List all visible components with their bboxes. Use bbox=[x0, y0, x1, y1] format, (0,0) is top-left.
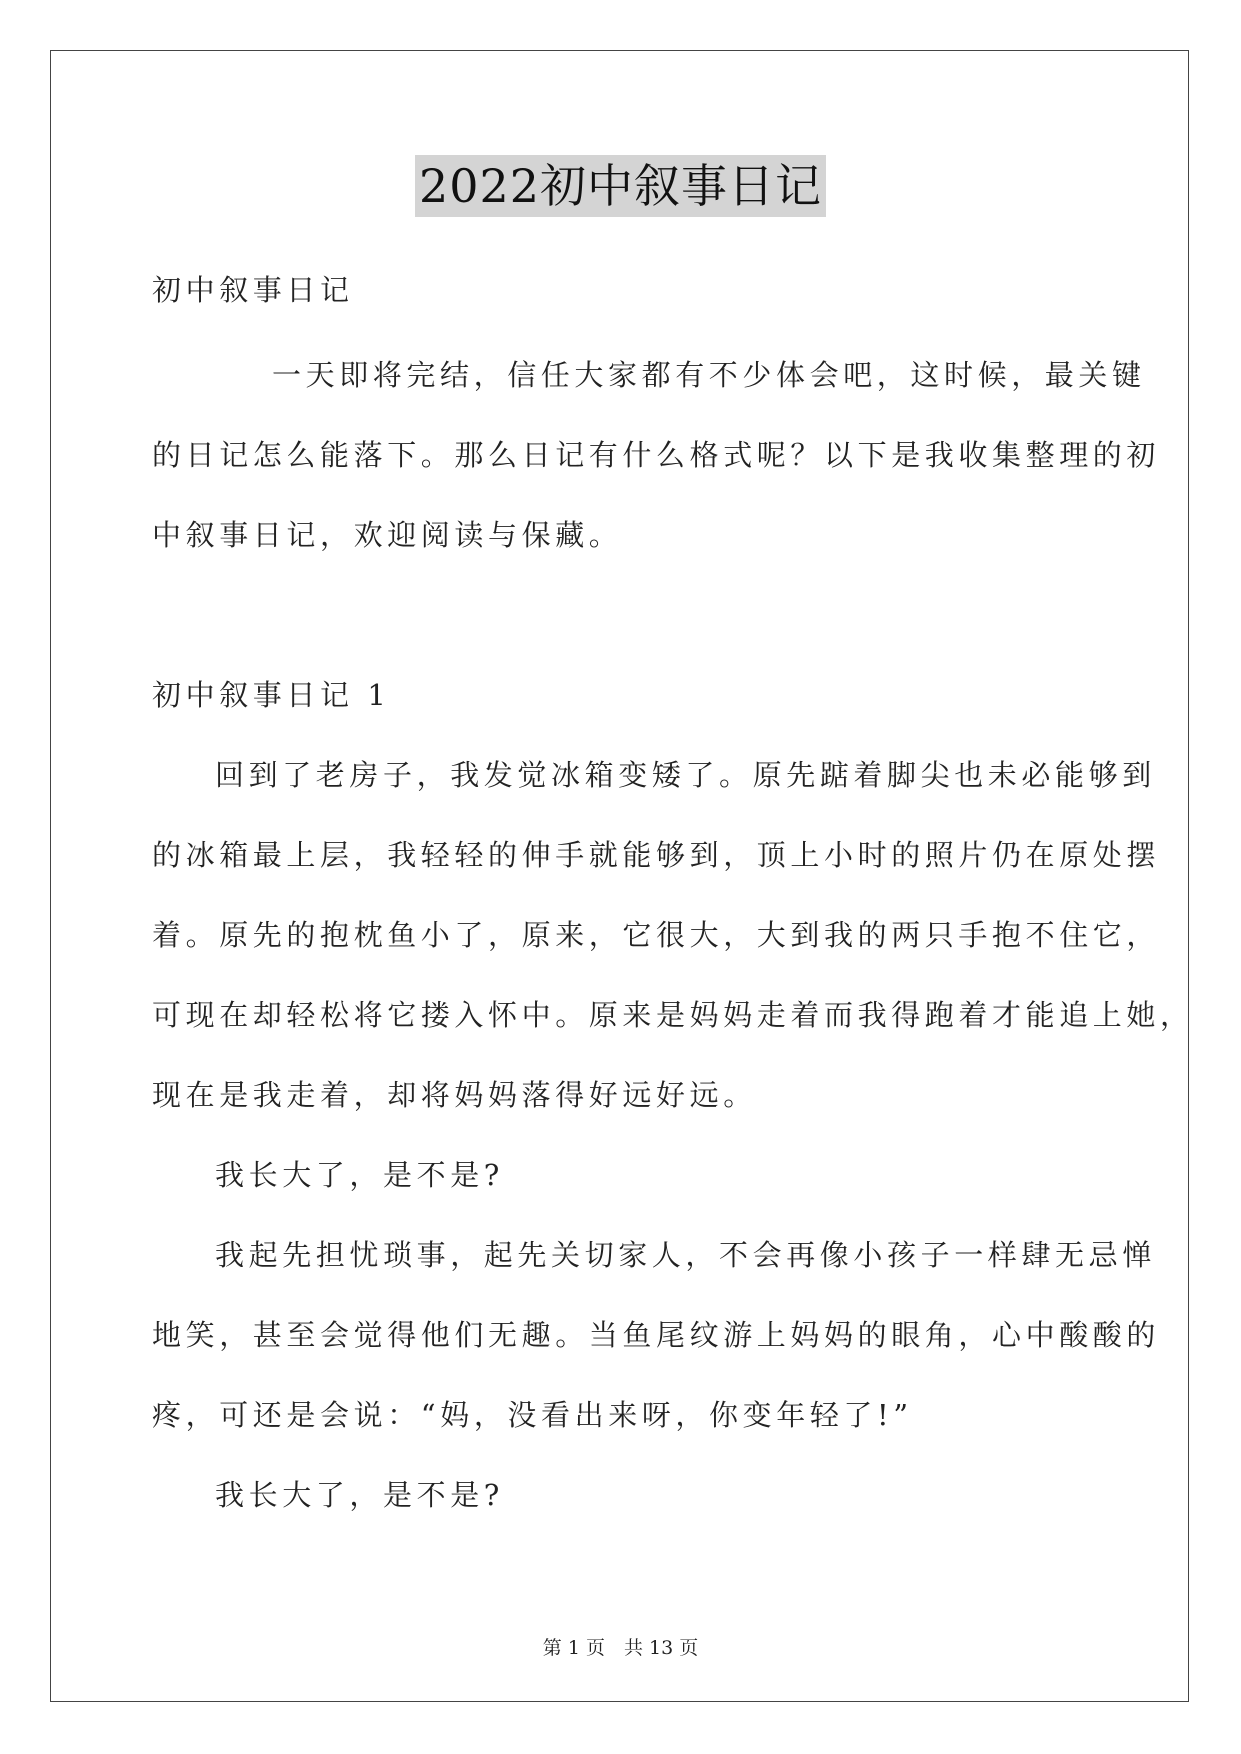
paragraph2-line-2: 地笑，甚至会觉得他们无趣。当鱼尾纹游上妈妈的眼角，心中酸酸的 bbox=[152, 1318, 1161, 1352]
section-title: 初中叙事日记 1 bbox=[152, 678, 391, 712]
paragraph2-line-3: 疼，可还是会说：“妈，没看出来呀，你变年轻了!” bbox=[152, 1398, 913, 1432]
paragraph1-line-3: 着。原先的抱枕鱼小了，原来，它很大，大到我的两只手抱不住它， bbox=[152, 918, 1161, 952]
intro-line-1: 一天即将完结，信任大家都有不少体会吧，这时候，最关键 bbox=[272, 358, 1146, 392]
question-2: 我长大了，是不是? bbox=[215, 1478, 504, 1512]
paragraph1-line-2: 的冰箱最上层，我轻轻的伸手就能够到，顶上小时的照片仍在原处摆 bbox=[152, 838, 1161, 872]
paragraph1-line-1: 回到了老房子，我发觉冰箱变矮了。原先踮着脚尖也未必能够到 bbox=[215, 758, 1156, 792]
intro-line-3: 中叙事日记，欢迎阅读与保藏。 bbox=[152, 518, 623, 552]
page-footer: 第 1 页 共 13 页 bbox=[542, 1637, 699, 1659]
paragraph2-line-1: 我起先担忧琐事，起先关切家人，不会再像小孩子一样肆无忌惮 bbox=[215, 1238, 1156, 1272]
question-1: 我长大了，是不是? bbox=[215, 1158, 504, 1192]
paragraph1-line-5: 现在是我走着，却将妈妈落得好远好远。 bbox=[152, 1078, 757, 1112]
intro-line-2: 的日记怎么能落下。那么日记有什么格式呢？以下是我收集整理的初 bbox=[152, 438, 1161, 472]
document-title: 2022初中叙事日记 bbox=[415, 155, 826, 217]
document-heading: 初中叙事日记 bbox=[152, 273, 354, 307]
title-container bbox=[0, 155, 1241, 217]
paragraph1-line-4: 可现在却轻松将它搂入怀中。原来是妈妈走着而我得跑着才能追上她， bbox=[152, 998, 1194, 1032]
